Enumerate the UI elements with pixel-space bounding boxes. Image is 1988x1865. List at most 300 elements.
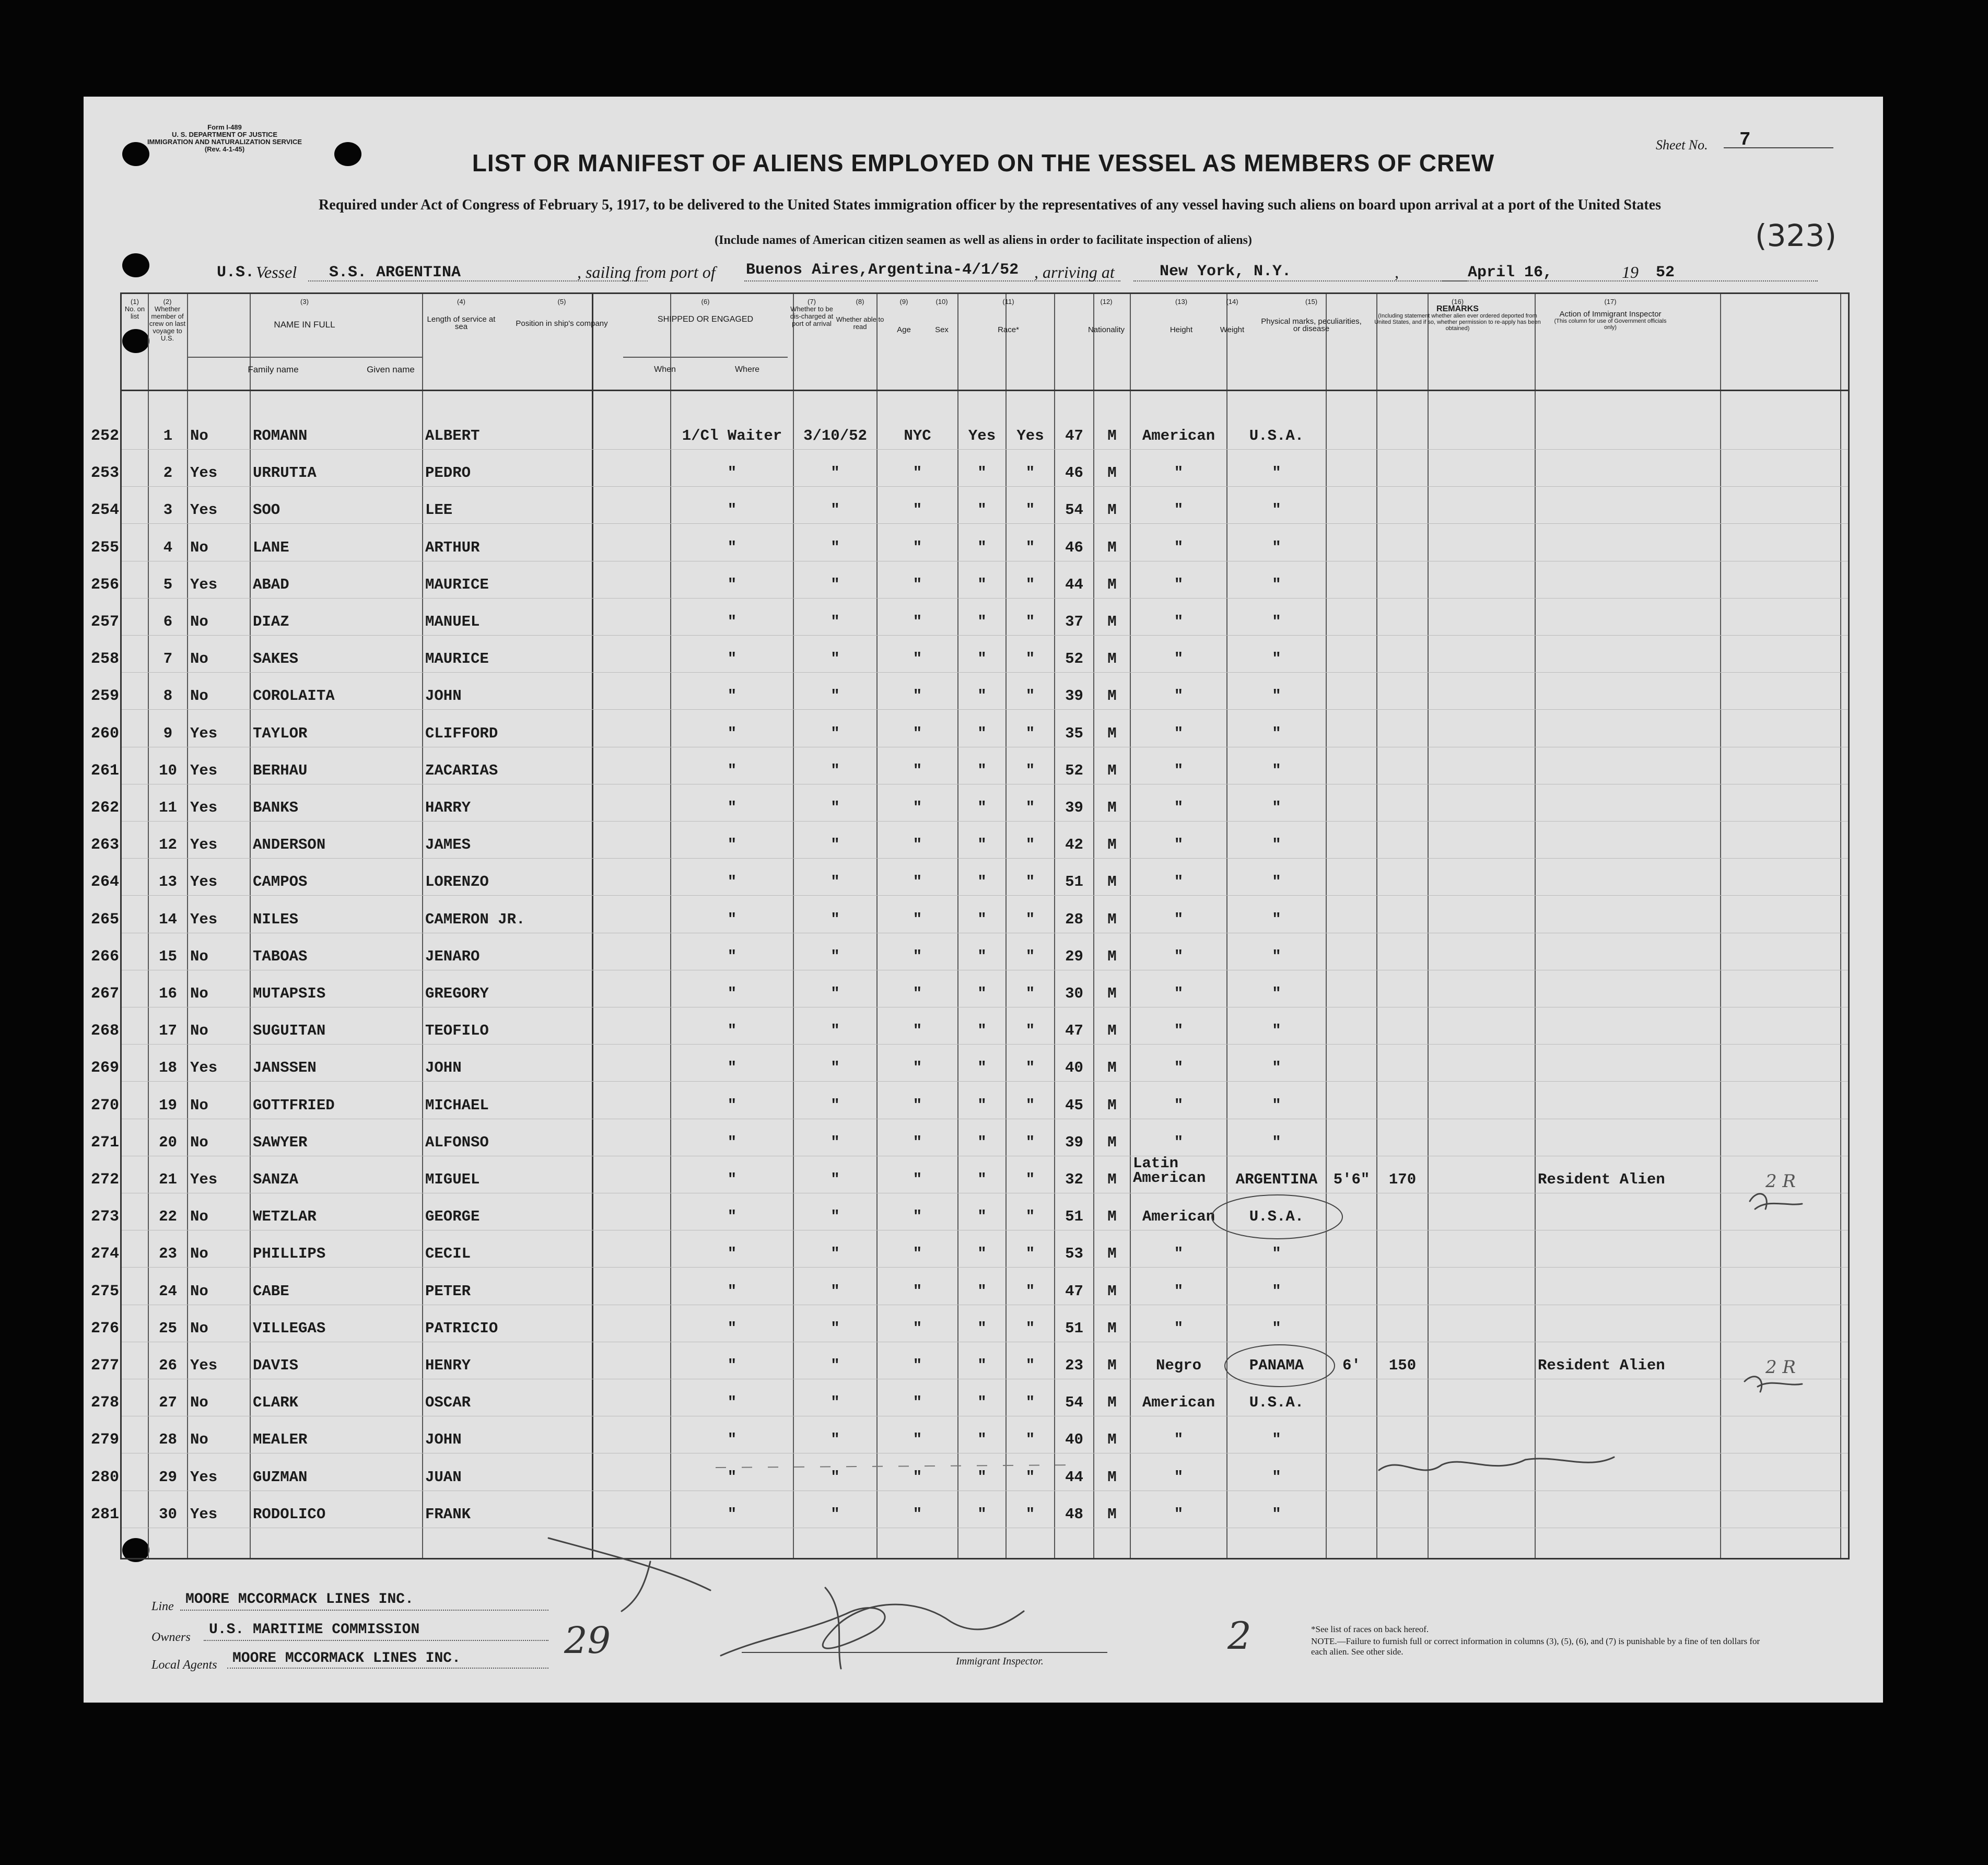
cell-no: 4 [163, 538, 173, 556]
cell-race: " [1174, 1059, 1184, 1077]
cell-age: 32 [1065, 1171, 1083, 1188]
cell-where: " [913, 687, 922, 705]
cell-position: " [727, 576, 737, 593]
cell-family: URRUTIA [253, 464, 317, 482]
page-line-number: 274 [90, 1245, 119, 1263]
cell-race: " [1174, 1468, 1184, 1486]
cell-given: JAMES [425, 836, 471, 854]
cell-where: " [913, 1096, 922, 1114]
cell-discharged: " [977, 576, 987, 593]
cell-given: ALFONSO [425, 1133, 489, 1151]
cell-race: " [1174, 1319, 1184, 1337]
cell-family: PHILLIPS [253, 1245, 326, 1263]
cell-family: SANZA [253, 1171, 299, 1188]
sheet-number-label: Sheet No. [1656, 137, 1708, 153]
cell-prev: Yes [190, 1059, 218, 1077]
cell-sex: M [1107, 687, 1117, 705]
col-header-given-name: Given name [367, 365, 415, 374]
cell-discharged: " [977, 1059, 987, 1077]
cell-where: " [913, 910, 922, 928]
page-line-number: 280 [90, 1468, 119, 1486]
cell-weight: 170 [1388, 1171, 1417, 1188]
cell-age: 39 [1065, 687, 1083, 705]
cell-discharged: Yes [968, 427, 996, 444]
cell-nationality: " [1272, 576, 1281, 593]
cell-position: 1/Cl Waiter [682, 427, 782, 444]
cell-family: VILLEGAS [253, 1319, 326, 1337]
cell-when: " [831, 1171, 840, 1188]
cell-sex: M [1107, 538, 1117, 556]
cell-family: BERHAU [253, 761, 308, 779]
cell-given: HENRY [425, 1357, 471, 1374]
cell-race: Latin American [1133, 1156, 1206, 1186]
cell-age: 30 [1065, 985, 1083, 1002]
cell-read: " [1025, 464, 1035, 482]
col-header-name: (3) NAME IN FULL [274, 298, 335, 330]
cell-no: 23 [159, 1245, 177, 1263]
cell-where: " [913, 613, 922, 630]
cell-sex: M [1107, 613, 1117, 630]
cell-prev: No [190, 1394, 208, 1412]
page-line-number: 277 [90, 1357, 119, 1375]
cell-discharged: " [977, 761, 987, 779]
cell-position: " [727, 1022, 737, 1040]
cell-discharged: " [977, 464, 987, 482]
handwritten-mark: 2 [1227, 1614, 1252, 1658]
col-header-remarks: (16) REMARKS (Including statement whether alien ever ordered deported from United States, and if so, whether permission to re-apply has been obtained) [1374, 298, 1541, 332]
cell-age: 37 [1065, 613, 1083, 630]
page-line-number: 275 [90, 1282, 119, 1300]
cell-nationality: " [1272, 724, 1281, 742]
cell-read: " [1025, 985, 1035, 1002]
cell-read: " [1025, 724, 1035, 742]
cell-position: " [727, 836, 737, 854]
cell-age: 48 [1065, 1505, 1083, 1523]
col-header-inspector-action: (17) Action of Immigrant Inspector (This column for use of Government officials only) [1554, 298, 1667, 331]
cell-when: " [831, 724, 840, 742]
cell-where: " [913, 464, 922, 482]
cell-no: 24 [159, 1282, 177, 1300]
col-header-prev-voyage: (2) Whether member of crew on last voyage to U.S. [149, 298, 186, 342]
cell-age: 46 [1065, 464, 1083, 482]
cell-given: PETER [425, 1282, 471, 1300]
page-line-number: 259 [90, 687, 119, 706]
manifest-sheet: Form I-489 U. S. DEPARTMENT OF JUSTICE IMMIGRATION AND NATURALIZATION SERVICE (Rev. 4-1-45) LIST OR MANIFEST OF ALIENS EMPLOYED ON THE VESSEL AS MEMBERS OF CREW Required under Act of Congress of February 5, 1917, to be delivered to the United States immigration officer by the representatives of any vessel having such aliens on board upon arrival at a port of the United States (Include names of American citizen seamen as well as aliens in order to facilitate inspection of aliens) Sheet No. 7 (323) U.S. Vessel S.S. ARGENTINA , sailing from port of Buenos Aires,Argentina-4/1/52 , arriving at New York, N.Y. , April 16, 19 52 (1) No. on list (2) Whether member of crew on last voyage to U.S. (3) NAME IN FULL Family name Given name (4) Length of service at sea (5) Position in ship's company (6) SHIPPED OR ENGAGED When Where (7) Whether to be dis-charged at port of arrival (8) Whether able to read (9) Age (10) Sex (11) Race* (12) Nationality (13) Height (14) Weight (15) Physical marks, peculiarities, or disease (16) REMARKS (Including statement whether alien ever ordered deported from United States, and if so, whether permission to re-apply has been obtained) (17) Action of Immigrant Inspector (This column for use of Government officials only) 252 1 No ROMANN ALBERT 1/Cl Waiter 3/10/52 NYC Yes Yes 47 M American U.S.A. 253 2 Yes URRUTIA PEDRO " " " " " 46 M " " 254 3 Yes SOO LEE " " " " " 54 M " " 255 4 No LANE ARTHUR " " " " " 46 M " " 256 5 Yes ABAD MAURICE " " " " " 44 M " " 257 6 No DIAZ MANUEL " " " " " 37 M " " 258 7 No SAKES MAURICE " " " " " 52 M " " 259 8 No COROLAITA JOHN " " " " " 39 M " " 260 9 Yes TAYLOR CLIFFORD " " " " " 35 M " " 261 10 Yes BERHAU ZACARIAS " " " " " 52 M " " 262 11 Yes BANKS HARRY " " " " " 39 M " " 263 12 Yes ANDERSON JAMES " " " " " 42 M " " 264 13 Yes CAMPOS LORENZO " " " " " 51 M " " 265 14 Yes NILES CAMERON JR. " " " " " 28 M " " 266 15 No TABOAS JENARO " " " " " 29 M " " 267 16 No MUTAPSIS GREGORY " " " " " 30 M " " 268 17 No SUGUITAN TEOFILO " " " " " 47 M " " 269 18 Yes JANSSEN JOHN " " " " " 40 M " " 270 19 No GOTTFRIED MICHAEL " " " " " 45 M " " 271 20 No SAWYER ALFONSO " " " " " 39 M " " 272 21 Yes SANZA MIGUEL " " " " " 32 M Latin American ARGENTINA 5'6" 170 Resident Alien 2 R 273 22 No WETZLAR GEORGE " " " " " 51 M American U.S.A. 274 23 No PHILLIPS CECIL " " " " " 53 M " " 275 24 No CABE PETER " " " " " 47 M " " 276 25 No VILLEGAS PATRICIO " " " " " 51 M " " 277 26 Yes DAVIS HENRY " " " " " 23 M Negro PANAMA 6' 150 Resident Alien 2 R 278 27 No CLARK OSCAR " " " " " 54 M American U.S.A. 279 28 No MEALER JOHN " " " " " 40 M " " 280 29 Yes GUZMAN JUAN " " " " " 44 M " " 281 30 Yes RODOLICO FRANK " " " " " 48 M " " Line MOORE MCCORMACK LINES INC. Owners U.S. MARITIME COMMISSION Local Agents MOORE MCCORMACK LINES INC. 29 Immigrant Inspector. 2 *See list of races on back hereof. NOTE.—Failure to furnish full or correct information in columns (3), (5), (6), and (7) is punishable by a fine of ten dollars for each alien. See other side. [84, 97, 1883, 1703]
cell-action: 2 R [1765, 1357, 1796, 1378]
cell-nationality: PANAMA [1249, 1357, 1304, 1374]
cell-where: " [913, 985, 922, 1002]
form-requirement: Required under Act of Congress of February 5, 1917, to be delivered to the United States immigration officer by the representatives of any vessel having such aliens on board upon arrival at a port of the United States [319, 197, 1661, 213]
cell-when: " [831, 613, 840, 630]
cell-position: " [727, 1245, 737, 1263]
cell-no: 5 [163, 576, 173, 593]
cell-position: " [727, 873, 737, 891]
cell-where: " [913, 1505, 922, 1523]
col-header-shipped: (6) SHIPPED OR ENGAGED [657, 298, 754, 324]
cell-race: Negro [1155, 1357, 1201, 1374]
cell-no: 27 [159, 1394, 177, 1412]
cell-race: " [1174, 947, 1184, 965]
cell-position: " [727, 910, 737, 928]
cell-race: " [1174, 873, 1184, 891]
cell-read: " [1025, 1208, 1035, 1226]
cell-where: " [913, 947, 922, 965]
cell-sex: M [1107, 1431, 1117, 1449]
cell-nationality: " [1272, 1319, 1281, 1337]
cell-sex: M [1107, 1133, 1117, 1151]
page-line-number: 253 [90, 464, 119, 483]
cell-position: " [727, 464, 737, 482]
form-title: LIST OR MANIFEST OF ALIENS EMPLOYED ON THE VESSEL AS MEMBERS OF CREW [472, 149, 1495, 177]
cell-race: " [1174, 910, 1184, 928]
cell-where: " [913, 1394, 922, 1412]
cell-read: " [1025, 650, 1035, 668]
cell-nationality: " [1272, 650, 1281, 668]
cell-given: ZACARIAS [425, 761, 498, 779]
cell-read: " [1025, 1059, 1035, 1077]
cell-discharged: " [977, 1208, 987, 1226]
cell-when: " [831, 650, 840, 668]
cell-sex: M [1107, 1357, 1117, 1374]
cell-prev: Yes [190, 724, 218, 742]
cell-sex: M [1107, 1096, 1117, 1114]
cell-discharged: " [977, 613, 987, 630]
cell-discharged: " [977, 1357, 987, 1374]
cell-no: 20 [159, 1133, 177, 1151]
cell-no: 6 [163, 613, 173, 630]
cell-nationality: " [1272, 464, 1281, 482]
cell-prev: Yes [190, 910, 218, 928]
cell-height: 6' [1342, 1357, 1361, 1374]
cell-when: " [831, 1022, 840, 1040]
cell-read: " [1025, 613, 1035, 630]
cell-age: 52 [1065, 650, 1083, 668]
cell-position: " [727, 1133, 737, 1151]
cell-no: 17 [159, 1022, 177, 1040]
cell-prev: Yes [190, 1468, 218, 1486]
cell-given: ARTHUR [425, 538, 480, 556]
cell-age: 51 [1065, 873, 1083, 891]
cell-no: 18 [159, 1059, 177, 1077]
page-line-number: 267 [90, 985, 119, 1003]
cell-age: 35 [1065, 724, 1083, 742]
cell-sex: M [1107, 464, 1117, 482]
cell-family: WETZLAR [253, 1208, 317, 1226]
cell-sex: M [1107, 1319, 1117, 1337]
cell-prev: Yes [190, 1505, 218, 1523]
page-line-number: 263 [90, 836, 119, 854]
cell-race: " [1174, 1133, 1184, 1151]
cell-race: American [1142, 427, 1215, 444]
cell-prev: No [190, 650, 208, 668]
cell-position: " [727, 1319, 737, 1337]
page-line-number: 256 [90, 576, 119, 594]
cell-age: 51 [1065, 1208, 1083, 1226]
cell-age: 47 [1065, 1022, 1083, 1040]
cell-where: " [913, 1245, 922, 1263]
cell-nationality: " [1272, 910, 1281, 928]
cell-discharged: " [977, 538, 987, 556]
cell-discharged: " [977, 799, 987, 816]
cell-prev: No [190, 427, 208, 444]
col-header-sex: (10) Sex [935, 298, 949, 334]
cell-sex: M [1107, 836, 1117, 854]
penalty-note: NOTE.—Failure to furnish full or correct information in columns (3), (5), (6), and (7) is punishable by a fine of ten dollars for each alien. See other side. [1311, 1636, 1760, 1657]
cell-race: " [1174, 1431, 1184, 1449]
cell-prev: No [190, 1208, 208, 1226]
cell-discharged: " [977, 1171, 987, 1188]
cell-no: 3 [163, 501, 173, 519]
cell-prev: No [190, 613, 208, 630]
cell-position: " [727, 947, 737, 965]
cell-family: TAYLOR [253, 724, 308, 742]
shipping-line: MOORE MCCORMACK LINES INC. [185, 1591, 414, 1608]
cell-race: " [1174, 724, 1184, 742]
cell-given: JOHN [425, 687, 462, 705]
cell-no: 16 [159, 985, 177, 1002]
cell-discharged: " [977, 687, 987, 705]
cell-position: " [727, 1171, 737, 1188]
page-line-number: 276 [90, 1319, 119, 1338]
cell-given: ALBERT [425, 427, 480, 444]
cell-discharged: " [977, 501, 987, 519]
cell-where: " [913, 799, 922, 816]
cell-given: JUAN [425, 1468, 462, 1486]
cell-where: NYC [904, 427, 931, 444]
col-header-where: Where [734, 365, 760, 374]
cell-read: " [1025, 501, 1035, 519]
cell-family: CABE [253, 1282, 289, 1300]
cell-no: 14 [159, 910, 177, 928]
cell-nationality: " [1272, 836, 1281, 854]
cell-nationality: U.S.A. [1249, 1394, 1304, 1412]
cell-nationality: " [1272, 1059, 1281, 1077]
agents-label: Local Agents [151, 1658, 217, 1672]
cell-discharged: " [977, 985, 987, 1002]
cell-age: 47 [1065, 1282, 1083, 1300]
cell-where: " [913, 501, 922, 519]
cell-given: LEE [425, 501, 453, 519]
cell-family: DAVIS [253, 1357, 299, 1374]
cell-no: 10 [159, 761, 177, 779]
cell-prev: No [190, 985, 208, 1002]
cell-where: " [913, 576, 922, 593]
cell-nationality: " [1272, 799, 1281, 816]
cell-read: " [1025, 873, 1035, 891]
cell-read: " [1025, 687, 1035, 705]
cell-discharged: " [977, 1096, 987, 1114]
page-line-number: 266 [90, 947, 119, 966]
cell-when: " [831, 1245, 840, 1263]
cell-no: 19 [159, 1096, 177, 1114]
cell-prev: No [190, 1133, 208, 1151]
cell-where: " [913, 1357, 922, 1374]
cell-position: " [727, 1059, 737, 1077]
cell-no: 1 [163, 427, 173, 444]
cell-discharged: " [977, 1468, 987, 1486]
cell-read: " [1025, 1096, 1035, 1114]
cell-nationality: " [1272, 761, 1281, 779]
cell-race: " [1174, 1096, 1184, 1114]
col-header-family-name: Family name [248, 365, 299, 374]
cell-nationality: " [1272, 613, 1281, 630]
cell-no: 12 [159, 836, 177, 854]
cell-prev: No [190, 947, 208, 965]
line-label: Line [151, 1600, 174, 1613]
cell-family: ABAD [253, 576, 289, 593]
cell-sex: M [1107, 947, 1117, 965]
page-line-number: 268 [90, 1022, 119, 1040]
cell-remarks: Resident Alien [1538, 1171, 1665, 1188]
cell-age: 39 [1065, 1133, 1083, 1151]
cell-read: " [1025, 1431, 1035, 1449]
cell-race: " [1174, 985, 1184, 1002]
cell-race: " [1174, 576, 1184, 593]
cell-when: " [831, 1059, 840, 1077]
cell-given: CLIFFORD [425, 724, 498, 742]
cell-family: ANDERSON [253, 836, 326, 854]
cell-sex: M [1107, 576, 1117, 593]
departure-port: Buenos Aires,Argentina-4/1/52 [746, 261, 1019, 279]
cell-race: " [1174, 836, 1184, 854]
cell-when: 3/10/52 [803, 427, 867, 444]
cell-where: " [913, 1282, 922, 1300]
cell-family: LANE [253, 538, 289, 556]
arrival-port: New York, N.Y. [1160, 263, 1292, 280]
year-prefix: 19 [1622, 263, 1639, 281]
cell-prev: No [190, 538, 208, 556]
cell-family: GOTTFRIED [253, 1096, 335, 1114]
sailing-label: , sailing from port of [577, 263, 716, 281]
cell-no: 11 [159, 799, 177, 816]
cell-when: " [831, 538, 840, 556]
cell-sex: M [1107, 1468, 1117, 1486]
cell-read: " [1025, 538, 1035, 556]
cell-prev: No [190, 687, 208, 705]
cell-family: CAMPOS [253, 873, 308, 891]
cell-race: " [1174, 501, 1184, 519]
cell-when: " [831, 873, 840, 891]
page-line-number: 264 [90, 873, 119, 892]
cell-nationality: " [1272, 1245, 1281, 1263]
col-header-height: (13) Height [1170, 298, 1193, 334]
cell-given: JOHN [425, 1059, 462, 1077]
cell-nationality: " [1272, 1022, 1281, 1040]
page-line-number: 278 [90, 1394, 119, 1412]
cell-nationality: " [1272, 1096, 1281, 1114]
arrival-year: 52 [1656, 264, 1675, 281]
col-header-race: (11) Race* [998, 298, 1019, 334]
cell-given: MAURICE [425, 650, 489, 668]
cell-nationality: U.S.A. [1249, 1208, 1304, 1226]
cell-no: 9 [163, 724, 173, 742]
cell-discharged: " [977, 1319, 987, 1337]
col-header-physical-marks: (15) Physical marks, peculiarities, or disease [1261, 298, 1362, 333]
cell-nationality: " [1272, 985, 1281, 1002]
col-header-discharged: (7) Whether to be dis-charged at port of arrival [790, 298, 834, 327]
cell-position: " [727, 1468, 737, 1486]
vessel-prefix: U.S. [217, 264, 255, 281]
cell-family: MUTAPSIS [253, 985, 326, 1002]
cell-sex: M [1107, 1059, 1117, 1077]
cell-sex: M [1107, 761, 1117, 779]
cell-given: MIGUEL [425, 1171, 480, 1188]
cell-read: " [1025, 836, 1035, 854]
cell-given: PEDRO [425, 464, 471, 482]
cell-sex: M [1107, 985, 1117, 1002]
cell-position: " [727, 1096, 737, 1114]
cell-race: " [1174, 1282, 1184, 1300]
page-line-number: 262 [90, 799, 119, 817]
cell-race: " [1174, 650, 1184, 668]
cell-read: " [1025, 576, 1035, 593]
col-header-weight: (14) Weight [1220, 298, 1245, 334]
cell-sex: M [1107, 799, 1117, 816]
cell-no: 28 [159, 1431, 177, 1449]
cell-age: 40 [1065, 1059, 1083, 1077]
cell-nationality: " [1272, 501, 1281, 519]
page-line-number: 272 [90, 1171, 119, 1189]
cell-no: 26 [159, 1357, 177, 1374]
cell-where: " [913, 761, 922, 779]
cell-age: 54 [1065, 1394, 1083, 1412]
cell-sex: M [1107, 1022, 1117, 1040]
cell-when: " [831, 1133, 840, 1151]
cell-age: 39 [1065, 799, 1083, 816]
cell-race: " [1174, 761, 1184, 779]
cell-given: GREGORY [425, 985, 489, 1002]
cell-age: 51 [1065, 1319, 1083, 1337]
cell-age: 47 [1065, 427, 1083, 444]
cell-read: " [1025, 1505, 1035, 1523]
cell-when: " [831, 1096, 840, 1114]
cell-sex: M [1107, 910, 1117, 928]
cell-family: NILES [253, 910, 299, 928]
cell-read: " [1025, 1245, 1035, 1263]
cell-position: " [727, 985, 737, 1002]
cell-position: " [727, 1208, 737, 1226]
cell-position: " [727, 1357, 737, 1374]
cell-family: SUGUITAN [253, 1022, 326, 1040]
owners: U.S. MARITIME COMMISSION [209, 1622, 420, 1638]
cell-when: " [831, 464, 840, 482]
cell-where: " [913, 1171, 922, 1188]
cell-given: OSCAR [425, 1394, 471, 1412]
col-header-able-read: (8) Whether able to read [836, 298, 884, 331]
local-agents: MOORE MCCORMACK LINES INC. [232, 1650, 461, 1667]
cell-given: CECIL [425, 1245, 471, 1263]
cell-given: JENARO [425, 947, 480, 965]
cell-family: DIAZ [253, 613, 289, 630]
cell-prev: Yes [190, 1357, 218, 1374]
cell-age: 53 [1065, 1245, 1083, 1263]
serial-mark: (323) [1755, 218, 1837, 253]
cell-given: MICHAEL [425, 1096, 489, 1114]
cell-prev: No [190, 1245, 208, 1263]
cell-when: " [831, 576, 840, 593]
cell-nationality: " [1272, 1431, 1281, 1449]
cell-no: 25 [159, 1319, 177, 1337]
handwritten-count: 29 [564, 1619, 611, 1662]
cell-read: Yes [1016, 427, 1044, 444]
cell-position: " [727, 650, 737, 668]
cell-nationality: " [1272, 687, 1281, 705]
cell-age: 23 [1065, 1357, 1083, 1374]
cell-age: 29 [1065, 947, 1083, 965]
page-line-number: 279 [90, 1431, 119, 1449]
cell-height: 5'6" [1333, 1171, 1370, 1188]
cell-where: " [913, 1208, 922, 1226]
